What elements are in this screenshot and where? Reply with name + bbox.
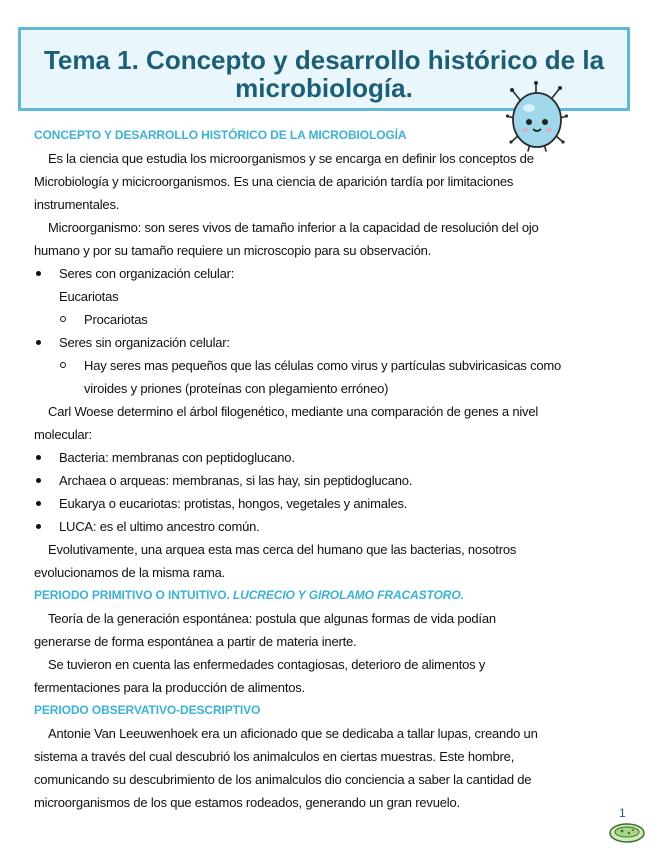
bullet-item: LUCA: es el ultimo ancestro común. xyxy=(34,515,630,538)
document-body xyxy=(34,124,630,814)
bullet-item: Seres con organización celular: xyxy=(34,262,630,285)
paragraph-line: humano y por su tamaño requiere un microscopio para su observación. xyxy=(34,243,432,258)
paragraph-line: sistema a través del cual descubrió los animalculos en ciertas muestras. Este hombre, xyxy=(34,749,515,764)
page-title: Tema 1. Concepto y desarrollo histórico de la microbiología. xyxy=(43,45,605,103)
paragraph-line: fermentaciones para la producción de alimentos. xyxy=(34,680,305,695)
page-number: 1 xyxy=(619,806,626,820)
paragraph-line: Microbiología y micicroorganismos. Es una ciencia de aparición tardía por limitaciones xyxy=(34,174,514,189)
section-heading-main: PERIODO PRIMITIVO O INTUITIVO. xyxy=(34,588,230,602)
paragraph-line: Carl Woese determino el árbol filogenético, mediante una comparación de genes a nivel xyxy=(48,404,539,419)
list-item-plain: Eucariotas xyxy=(59,289,119,304)
bullet-item: Archaea o arqueas: membranas, si las hay, sin peptidoglucano. xyxy=(34,469,630,492)
paragraph-line: molecular: xyxy=(34,427,92,442)
section-heading-italic: LUCRECIO Y GIROLAMO FRACASTORO. xyxy=(232,588,464,602)
paragraph-line: generarse de forma espontánea a partir de materia inerte. xyxy=(34,634,357,649)
paragraph-line: Es la ciencia que estudia los microorganismos y se encarga en definir los conceptos de xyxy=(48,151,534,166)
section-heading: CONCEPTO Y DESARROLLO HISTÓRICO DE LA MICROBIOLOGÍA xyxy=(34,128,407,142)
paragraph-line: microorganismos de los que estamos rodeados, generando un gran revuelo. xyxy=(34,795,460,810)
bullet-item: Eukarya o eucariotas: protistas, hongos, vegetales y animales. xyxy=(34,492,630,515)
paragraph-line: Se tuvieron en cuenta las enfermedades contagiosas, deterioro de alimentos y xyxy=(48,657,486,672)
bullet-item: Bacteria: membranas con peptidoglucano. xyxy=(34,446,630,469)
paragraph-line: instrumentales. xyxy=(34,197,120,212)
petri-dish-icon xyxy=(608,820,646,844)
paragraph-line: Teoría de la generación espontánea: postula que algunas formas de vida podían xyxy=(48,611,496,626)
paragraph-line: evolucionamos de la misma rama. xyxy=(34,565,226,580)
sub-bullet-item: Hay seres mas pequeños que las células como virus y partículas subviricasicas como xyxy=(34,354,630,377)
paragraph-line: Antonie Van Leeuwenhoek era un aficionado que se dedicaba a tallar lupas, creando un xyxy=(48,726,538,741)
section-heading xyxy=(34,584,630,607)
paragraph-line: Microorganismo: son seres vivos de tamaño inferior a la capacidad de resolución del ojo xyxy=(48,220,539,235)
section-heading: PERIODO OBSERVATIVO-DESCRIPTIVO xyxy=(34,703,261,717)
paragraph-line: comunicando su descubrimiento de los animalculos dio conciencia a saber la cantidad de xyxy=(34,772,532,787)
sub-bullet-continuation: viroides y priones (proteínas con plegamiento erróneo) xyxy=(84,381,389,396)
paragraph-line: Evolutivamente, una arquea esta mas cerca del humano que las bacterias, nosotros xyxy=(48,542,517,557)
bullet-item: Seres sin organización celular: xyxy=(34,331,630,354)
sub-bullet-item: Procariotas xyxy=(34,308,630,331)
